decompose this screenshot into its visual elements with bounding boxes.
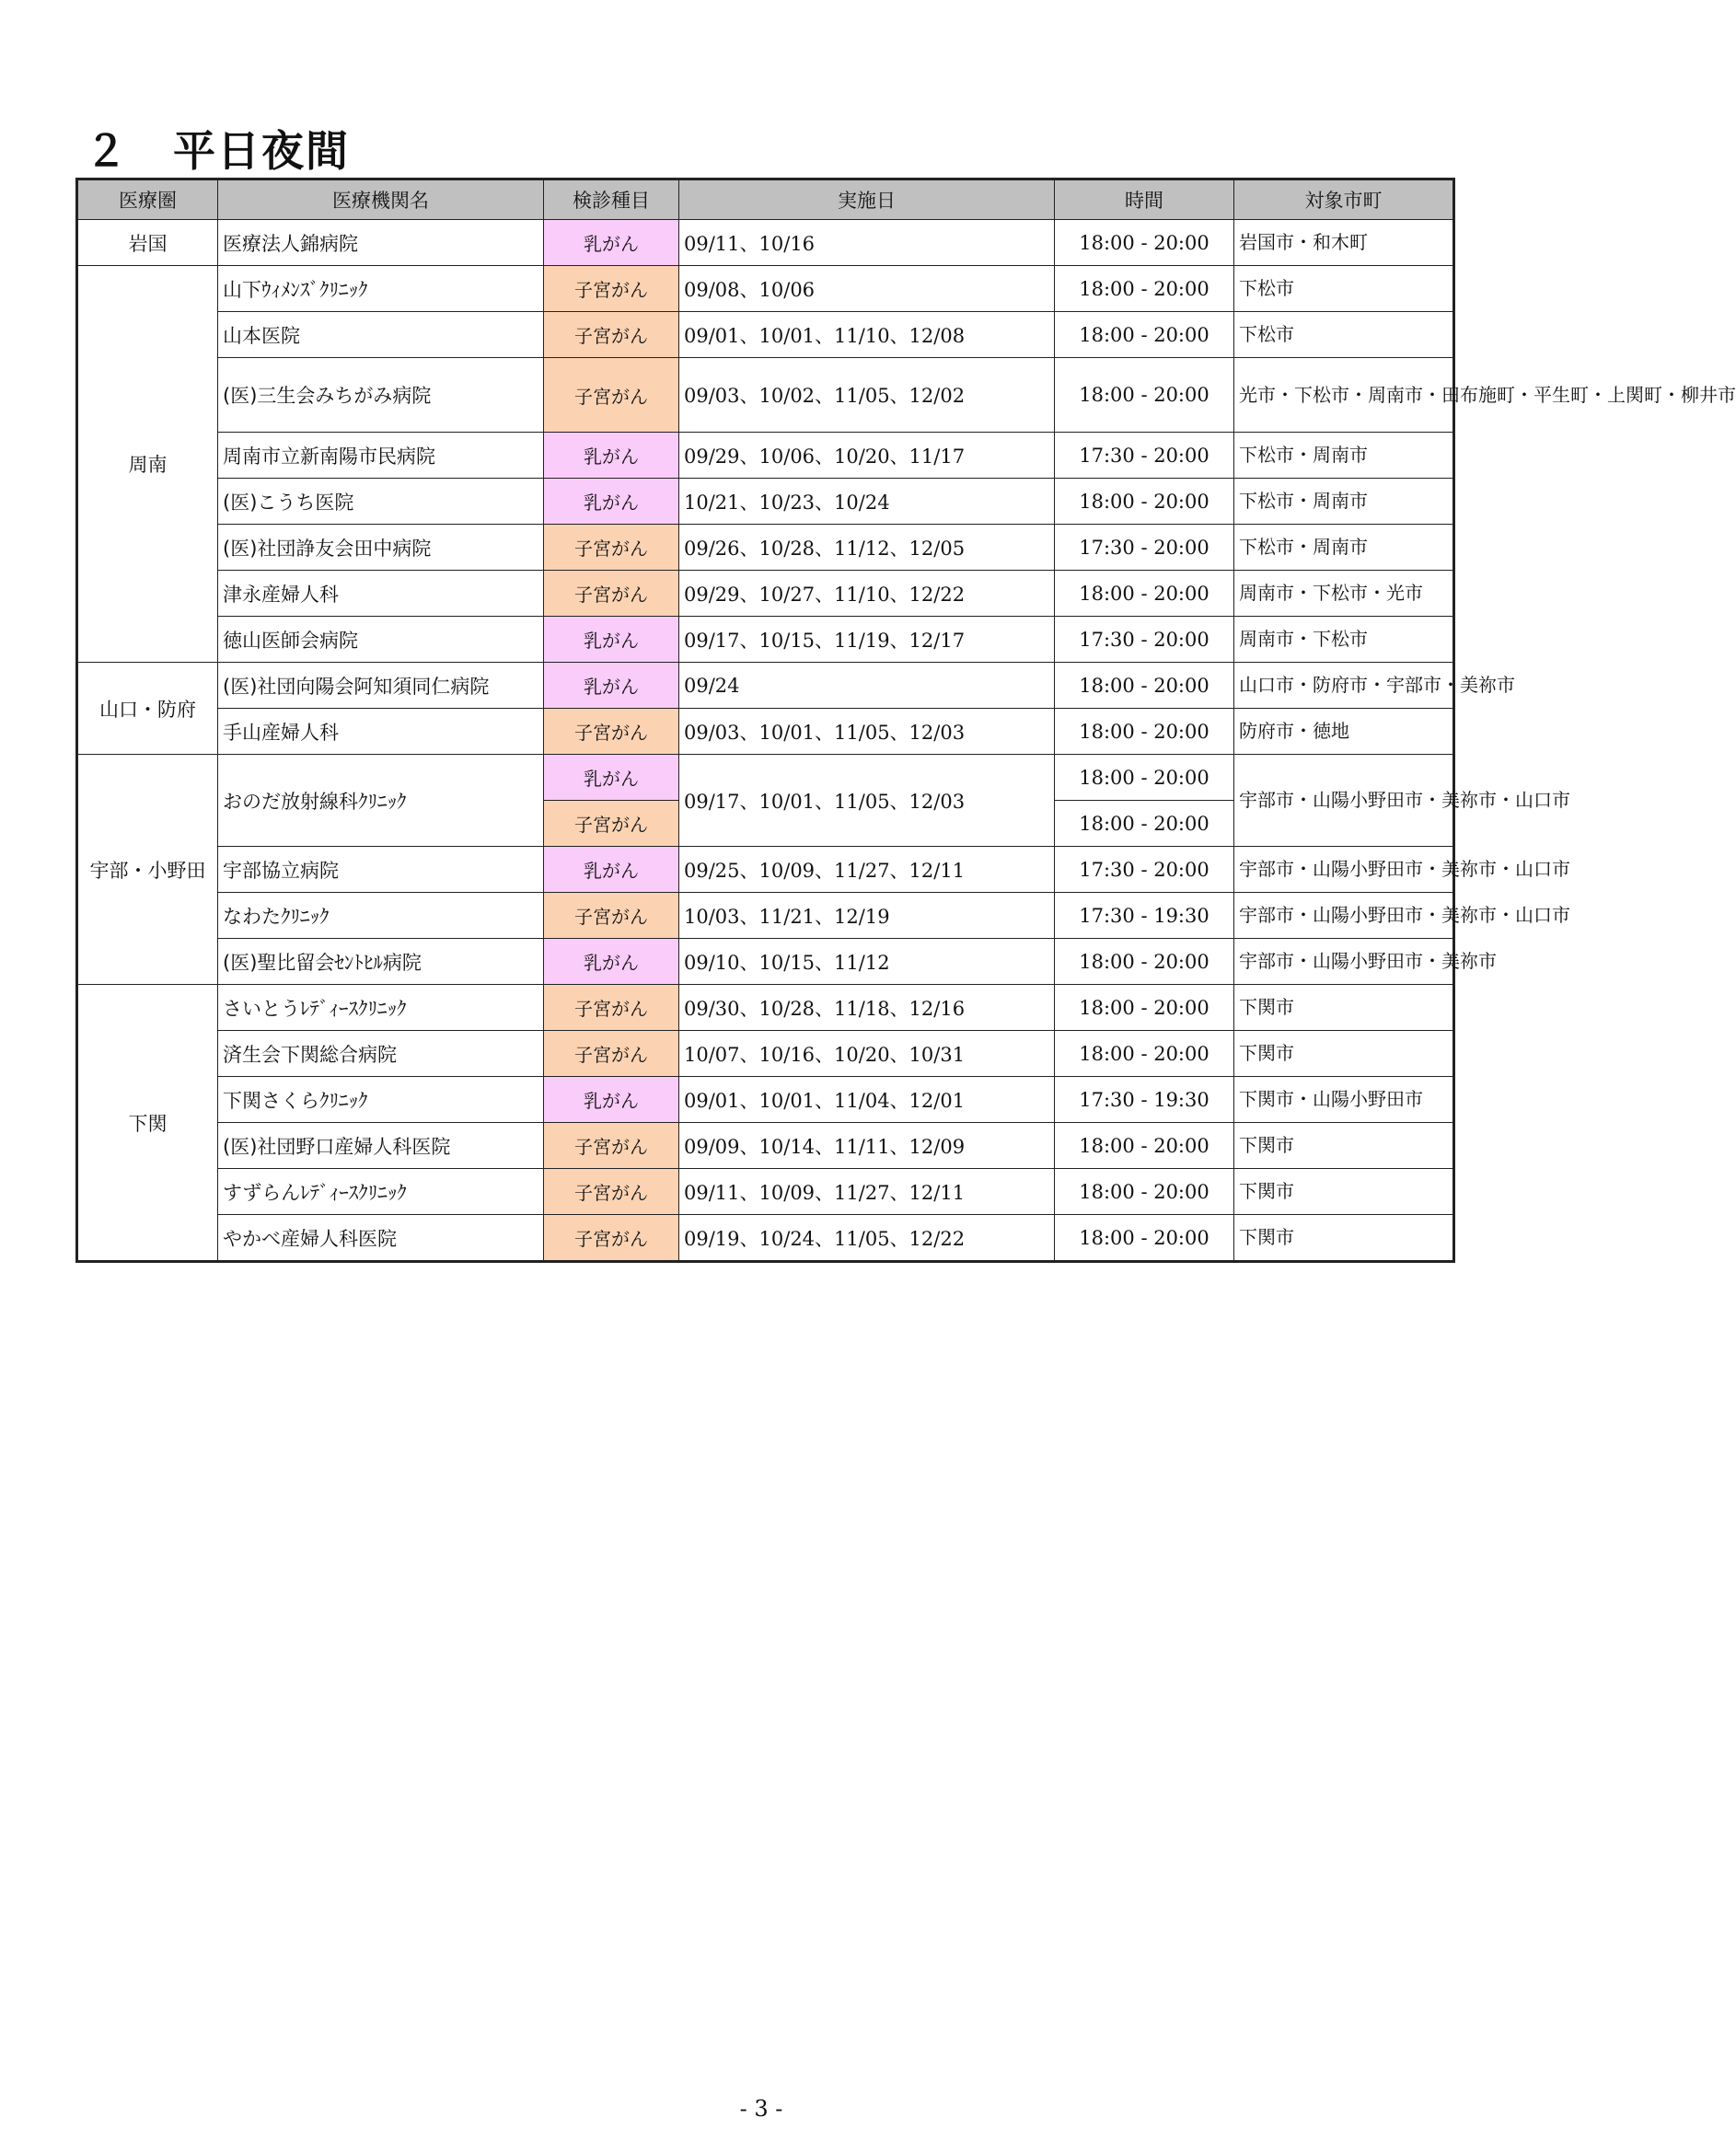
table-row bbox=[77, 709, 1454, 755]
institution-cell: おのだ放射線科ｸﾘﾆｯｸ bbox=[218, 755, 544, 847]
institution-cell: 手山産婦人科 bbox=[218, 709, 544, 755]
cities-cell: 下松市・周南市 bbox=[1234, 433, 1454, 479]
institution-cell: やかべ産婦人科医院 bbox=[218, 1215, 544, 1262]
institution-cell: 徳山医師会病院 bbox=[218, 617, 544, 663]
exam-cell: 乳がん bbox=[544, 1077, 679, 1123]
time-cell: 18:00 - 20:00 bbox=[1055, 801, 1234, 847]
time-cell: 17:30 - 20:00 bbox=[1055, 525, 1234, 571]
institution-cell: 下関さくらｸﾘﾆｯｸ bbox=[218, 1077, 544, 1123]
institution-cell: 済生会下関総合病院 bbox=[218, 1031, 544, 1077]
institution-cell: 山下ｳｨﾒﾝｽﾞｸﾘﾆｯｸ bbox=[218, 266, 544, 312]
dates-cell: 09/26、10/28、11/12、12/05 bbox=[679, 525, 1055, 571]
cities-cell: 宇部市・山陽小野田市・美祢市・山口市 bbox=[1234, 893, 1454, 939]
institution-cell: なわたｸﾘﾆｯｸ bbox=[218, 893, 544, 939]
table-row bbox=[77, 663, 1454, 709]
institution-cell: (医)社団諍友会田中病院 bbox=[218, 525, 544, 571]
dates-cell: 09/11、10/16 bbox=[679, 220, 1055, 266]
time-cell: 18:00 - 20:00 bbox=[1055, 755, 1234, 801]
time-cell: 18:00 - 20:00 bbox=[1055, 1169, 1234, 1215]
time-cell: 18:00 - 20:00 bbox=[1055, 985, 1234, 1031]
exam-cell: 子宮がん bbox=[544, 1215, 679, 1262]
time-cell: 18:00 - 20:00 bbox=[1055, 1031, 1234, 1077]
exam-cell: 子宮がん bbox=[544, 1123, 679, 1169]
exam-cell: 子宮がん bbox=[544, 985, 679, 1031]
institution-cell: 周南市立新南陽市民病院 bbox=[218, 433, 544, 479]
time-cell: 17:30 - 20:00 bbox=[1055, 847, 1234, 893]
time-cell: 18:00 - 20:00 bbox=[1055, 220, 1234, 266]
exam-cell: 乳がん bbox=[544, 847, 679, 893]
table-row bbox=[77, 358, 1454, 433]
cities-cell: 下関市・山陽小野田市 bbox=[1234, 1077, 1454, 1123]
dates-cell: 09/01、10/01、11/10、12/08 bbox=[679, 312, 1055, 358]
dates-cell: 09/01、10/01、11/04、12/01 bbox=[679, 1077, 1055, 1123]
exam-cell: 乳がん bbox=[544, 617, 679, 663]
exam-cell: 乳がん bbox=[544, 755, 679, 801]
cities-cell: 宇部市・山陽小野田市・美祢市・山口市 bbox=[1234, 847, 1454, 893]
exam-cell: 子宮がん bbox=[544, 893, 679, 939]
time-cell: 18:00 - 20:00 bbox=[1055, 571, 1234, 617]
cities-cell: 周南市・下松市 bbox=[1234, 617, 1454, 663]
table-row bbox=[77, 312, 1454, 358]
exam-cell: 乳がん bbox=[544, 939, 679, 985]
exam-cell: 子宮がん bbox=[544, 1031, 679, 1077]
institution-cell: 山本医院 bbox=[218, 312, 544, 358]
exam-cell: 子宮がん bbox=[544, 709, 679, 755]
institution-cell: (医)聖比留会ｾﾝﾄﾋﾙ病院 bbox=[218, 939, 544, 985]
dates-cell: 09/17、10/01、11/05、12/03 bbox=[679, 755, 1055, 847]
dates-cell: 10/21、10/23、10/24 bbox=[679, 479, 1055, 525]
dates-cell: 09/29、10/27、11/10、12/22 bbox=[679, 571, 1055, 617]
institution-cell: 津永産婦人科 bbox=[218, 571, 544, 617]
exam-cell: 子宮がん bbox=[544, 525, 679, 571]
dates-cell: 09/19、10/24、11/05、12/22 bbox=[679, 1215, 1055, 1262]
table-row bbox=[77, 893, 1454, 939]
institution-cell: (医)三生会みちがみ病院 bbox=[218, 358, 544, 433]
dates-cell: 09/03、10/02、11/05、12/02 bbox=[679, 358, 1055, 433]
header-cities: 対象市町 bbox=[1234, 179, 1454, 220]
cities-cell: 光市・下松市・周南市・田布施町・平生町・上関町・柳井市 bbox=[1234, 358, 1454, 433]
cities-cell: 周南市・下松市・光市 bbox=[1234, 571, 1454, 617]
dates-cell: 09/24 bbox=[679, 663, 1055, 709]
time-cell: 17:30 - 19:30 bbox=[1055, 893, 1234, 939]
header-dates: 実施日 bbox=[679, 179, 1055, 220]
exam-cell: 子宮がん bbox=[544, 571, 679, 617]
time-cell: 18:00 - 20:00 bbox=[1055, 1215, 1234, 1262]
dates-cell: 09/17、10/15、11/19、12/17 bbox=[679, 617, 1055, 663]
cities-cell: 下松市 bbox=[1234, 266, 1454, 312]
table-row bbox=[77, 1123, 1454, 1169]
time-cell: 18:00 - 20:00 bbox=[1055, 709, 1234, 755]
area-cell: 下関 bbox=[77, 985, 218, 1262]
institution-cell: (医)社団向陽会阿知須同仁病院 bbox=[218, 663, 544, 709]
cities-cell: 下松市・周南市 bbox=[1234, 479, 1454, 525]
header-exam: 検診種目 bbox=[544, 179, 679, 220]
exam-cell: 乳がん bbox=[544, 433, 679, 479]
dates-cell: 09/11、10/09、11/27、12/11 bbox=[679, 1169, 1055, 1215]
cities-cell: 下関市 bbox=[1234, 985, 1454, 1031]
time-cell: 18:00 - 20:00 bbox=[1055, 312, 1234, 358]
dates-cell: 10/07、10/16、10/20、10/31 bbox=[679, 1031, 1055, 1077]
exam-cell: 乳がん bbox=[544, 220, 679, 266]
exam-cell: 子宮がん bbox=[544, 266, 679, 312]
header-area: 医療圏 bbox=[77, 179, 218, 220]
dates-cell: 09/09、10/14、11/11、12/09 bbox=[679, 1123, 1055, 1169]
table-row bbox=[77, 1215, 1454, 1262]
table-row bbox=[77, 985, 1454, 1031]
cities-cell: 岩国市・和木町 bbox=[1234, 220, 1454, 266]
time-cell: 18:00 - 20:00 bbox=[1055, 1123, 1234, 1169]
time-cell: 17:30 - 20:00 bbox=[1055, 617, 1234, 663]
page-title: ２ 平日夜間 bbox=[85, 126, 350, 176]
time-cell: 18:00 - 20:00 bbox=[1055, 479, 1234, 525]
cities-cell: 下松市・周南市 bbox=[1234, 525, 1454, 571]
dates-cell: 09/25、10/09、11/27、12/11 bbox=[679, 847, 1055, 893]
table-row bbox=[77, 479, 1454, 525]
time-cell: 18:00 - 20:00 bbox=[1055, 939, 1234, 985]
time-cell: 17:30 - 19:30 bbox=[1055, 1077, 1234, 1123]
exam-cell: 子宮がん bbox=[544, 358, 679, 433]
table-row bbox=[77, 571, 1454, 617]
cities-cell: 下松市 bbox=[1234, 312, 1454, 358]
cities-cell: 宇部市・山陽小野田市・美祢市 bbox=[1234, 939, 1454, 985]
time-cell: 18:00 - 20:00 bbox=[1055, 266, 1234, 312]
dates-cell: 09/29、10/06、10/20、11/17 bbox=[679, 433, 1055, 479]
area-cell: 宇部・小野田 bbox=[77, 755, 218, 985]
institution-cell: (医)社団野口産婦人科医院 bbox=[218, 1123, 544, 1169]
institution-cell: さいとうﾚﾃﾞｨｰｽｸﾘﾆｯｸ bbox=[218, 985, 544, 1031]
table-header-row bbox=[77, 179, 1454, 220]
institution-cell: (医)こうち医院 bbox=[218, 479, 544, 525]
table-row bbox=[77, 266, 1454, 312]
institution-cell: 医療法人錦病院 bbox=[218, 220, 544, 266]
page-number: - 3 - bbox=[739, 2096, 783, 2122]
cities-cell: 下関市 bbox=[1234, 1031, 1454, 1077]
institution-cell: すずらんﾚﾃﾞｨｰｽｸﾘﾆｯｸ bbox=[218, 1169, 544, 1215]
cities-cell: 下関市 bbox=[1234, 1215, 1454, 1262]
table-row bbox=[77, 433, 1454, 479]
dates-cell: 09/10、10/15、11/12 bbox=[679, 939, 1055, 985]
area-cell: 周南 bbox=[77, 266, 218, 663]
area-cell: 山口・防府 bbox=[77, 663, 218, 755]
dates-cell: 09/30、10/28、11/18、12/16 bbox=[679, 985, 1055, 1031]
area-cell: 岩国 bbox=[77, 220, 218, 266]
table-row bbox=[77, 939, 1454, 985]
cities-cell: 下関市 bbox=[1234, 1123, 1454, 1169]
exam-cell: 子宮がん bbox=[544, 801, 679, 847]
exam-cell: 乳がん bbox=[544, 479, 679, 525]
table-row bbox=[77, 220, 1454, 266]
weekday-night-schedule-table bbox=[75, 178, 1736, 1263]
cities-cell: 山口市・防府市・宇部市・美祢市 bbox=[1234, 663, 1454, 709]
dates-cell: 09/08、10/06 bbox=[679, 266, 1055, 312]
institution-cell: 宇部協立病院 bbox=[218, 847, 544, 893]
time-cell: 18:00 - 20:00 bbox=[1055, 663, 1234, 709]
exam-cell: 子宮がん bbox=[544, 1169, 679, 1215]
table-row bbox=[77, 525, 1454, 571]
cities-cell: 防府市・徳地 bbox=[1234, 709, 1454, 755]
dates-cell: 09/03、10/01、11/05、12/03 bbox=[679, 709, 1055, 755]
header-institution: 医療機関名 bbox=[218, 179, 544, 220]
table-row bbox=[77, 755, 1454, 801]
time-cell: 18:00 - 20:00 bbox=[1055, 358, 1234, 433]
table-row bbox=[77, 1031, 1454, 1077]
cities-cell: 宇部市・山陽小野田市・美祢市・山口市 bbox=[1234, 755, 1454, 847]
cities-cell: 下関市 bbox=[1234, 1169, 1454, 1215]
time-cell: 17:30 - 20:00 bbox=[1055, 433, 1234, 479]
exam-cell: 乳がん bbox=[544, 663, 679, 709]
table-row bbox=[77, 1169, 1454, 1215]
dates-cell: 10/03、11/21、12/19 bbox=[679, 893, 1055, 939]
table-row bbox=[77, 617, 1454, 663]
table-row bbox=[77, 847, 1454, 893]
table-row bbox=[77, 1077, 1454, 1123]
header-time: 時間 bbox=[1055, 179, 1234, 220]
exam-cell: 子宮がん bbox=[544, 312, 679, 358]
